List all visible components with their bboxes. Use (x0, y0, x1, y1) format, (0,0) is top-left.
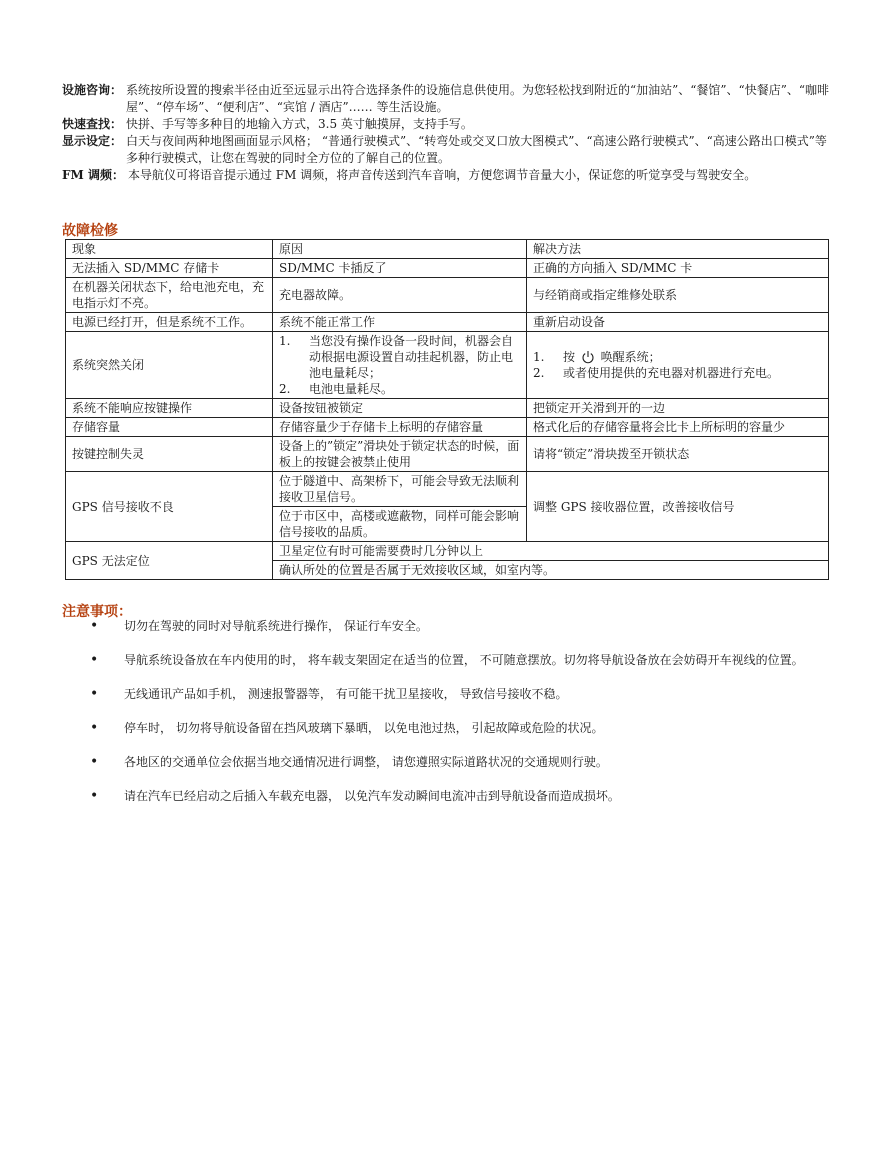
bullet: • (90, 754, 99, 770)
list-number: 1. (279, 334, 291, 348)
feature-term: FM 调频： (62, 168, 124, 182)
table-row (66, 437, 829, 472)
cause-cell: 设备上的”锁定”滑块处于锁定状态的时候，面板上的按键会被禁止使用 (273, 437, 527, 472)
cause-list (279, 333, 520, 397)
table-header-row (66, 240, 829, 259)
solution-list (533, 349, 822, 381)
cause-cell (273, 332, 527, 399)
troubleshooting-title: 故障检修 (62, 223, 118, 239)
solution-cell: 正确的方向插入 SD/MMC 卡 (527, 259, 829, 278)
bullet: • (90, 788, 99, 804)
cause-cell: 确认所处的位置是否属于无效接收区域，如室内等。 (273, 561, 829, 580)
note-text: 各地区的交通单位会依据当地交通情况进行调整， 请您遵照实际道路状况的交通规则行驶。 (124, 755, 608, 769)
list-item (533, 349, 822, 365)
bullet: • (90, 652, 99, 668)
table-row (66, 259, 829, 278)
cause-cell: 存储容量少于存储卡上标明的存储容量 (273, 418, 527, 437)
list-item (279, 333, 520, 381)
solution-cell (527, 332, 829, 399)
list-item (90, 784, 835, 809)
cause-cell: 位于市区中，高楼或遮蔽物，同样可能会影响信号接收的品质。 (273, 507, 527, 542)
note-text: 无线通讯产品如手机， 测速报警器等， 有可能干扰卫星接收， 导致信号接收不稳。 (124, 687, 568, 701)
symptom-cell: GPS 无法定位 (66, 542, 273, 580)
cause-cell: 卫星定位有时可能需要费时几分钟以上 (273, 542, 829, 561)
list-item (90, 648, 835, 673)
cause-cell: 系统不能正常工作 (273, 313, 527, 332)
table-row (66, 472, 829, 507)
symptom-cell: 按键控制失灵 (66, 437, 273, 472)
cause-cell: 充电器故障。 (273, 278, 527, 313)
header-solution: 解决方法 (527, 240, 829, 259)
symptom-cell: GPS 信号接收不良 (66, 472, 273, 542)
feature-desc: 系统按所设置的搜索半径由近至远显示出符合选择条件的设施信息供使用。为您轻松找到附近的“加油站”、“餐馆”、“快餐店”、“咖啡屋”、“停车场”、“便利店”、“宾馆 / 酒店”…… 等生活设施。 (126, 83, 829, 114)
table-row (66, 332, 829, 399)
symptom-cell: 电源已经打开，但是系统不工作。 (66, 313, 273, 332)
list-text: 当您没有操作设备一段时间，机器会自动根据电源设置自动挂起机器，防止电池电量耗尽； (309, 334, 514, 380)
cause-cell: 位于隧道中、高架桥下，可能会导致无法顺利接收卫星信号。 (273, 472, 527, 507)
symptom-cell: 存储容量 (66, 418, 273, 437)
solution-cell: 与经销商或指定维修处联系 (527, 278, 829, 313)
list-number: 2. (279, 382, 291, 396)
feature-quick-search (62, 116, 834, 133)
list-item (90, 682, 835, 707)
list-item (90, 716, 835, 741)
list-text: 或者使用提供的充电器对机器进行充电。 (563, 366, 780, 380)
header-symptom: 现象 (66, 240, 273, 259)
solution-cell: 调整 GPS 接收器位置，改善接收信号 (527, 472, 829, 542)
solution-cell: 重新启动设备 (527, 313, 829, 332)
note-text: 请在汽车已经启动之后插入车载充电器， 以免汽车发动瞬间电流冲击到导航设备而造成损坏。 (124, 789, 620, 803)
table-row (66, 542, 829, 561)
bullet: • (90, 618, 99, 634)
list-item (279, 381, 520, 397)
feature-display-settings (62, 133, 834, 167)
symptom-cell: 无法插入 SD/MMC 存储卡 (66, 259, 273, 278)
feature-term: 设施咨询： (62, 83, 123, 97)
list-text: 电池电量耗尽。 (309, 382, 394, 396)
symptom-cell: 系统突然关闭 (66, 332, 273, 399)
header-cause: 原因 (273, 240, 527, 259)
solution-cell: 把锁定开关滑到开的一边 (527, 399, 829, 418)
feature-poi-query (62, 82, 834, 116)
feature-desc: 快拼、手写等多种目的地输入方式，3.5 英寸触摸屏，支持手写。 (126, 117, 473, 131)
note-text: 停车时， 切勿将导航设备留在挡风玻璃下暴晒， 以免电池过热， 引起故障或危险的状况。 (124, 721, 604, 735)
feature-desc: 本导航仪可将语音提示通过 FM 调频，将声音传送到汽车音响，方便您调节音量大小，保证您的听觉享受与驾驶安全。 (127, 168, 757, 182)
feature-list (62, 82, 834, 184)
cause-cell: SD/MMC 卡插反了 (273, 259, 527, 278)
list-number: 2. (533, 366, 545, 380)
solution-cell: 请将“锁定”滑块拨至开锁状态 (527, 437, 829, 472)
table-row (66, 278, 829, 313)
symptom-cell: 在机器关闭状态下，给电池充电，充电指示灯不亮。 (66, 278, 273, 313)
notes-title: 注意事项： (62, 604, 132, 620)
table-row (66, 313, 829, 332)
press-label: 按 (563, 350, 576, 364)
bullet: • (90, 686, 99, 702)
cause-cell: 设备按钮被锁定 (273, 399, 527, 418)
feature-fm (62, 167, 834, 184)
table-row (66, 399, 829, 418)
note-text: 导航系统设备放在车内使用的时， 将车载支架固定在适当的位置， 不可随意摆放。切勿将导航设备放在会妨碍开车视线的位置。 (124, 653, 804, 667)
solution-cell: 格式化后的存储容量将会比卡上所标明的容量少 (527, 418, 829, 437)
power-icon (581, 350, 595, 364)
notes-list (90, 614, 835, 818)
feature-term: 快速查找： (62, 117, 123, 131)
bullet: • (90, 720, 99, 736)
note-text: 切勿在驾驶的同时对导航系统进行操作， 保证行车安全。 (124, 619, 428, 633)
list-item (533, 365, 822, 381)
symptom-cell: 系统不能响应按键操作 (66, 399, 273, 418)
feature-term: 显示设定： (62, 134, 123, 148)
list-number: 1. (533, 350, 545, 364)
list-text (563, 349, 822, 365)
troubleshooting-table (65, 239, 829, 580)
wake-label: 唤醒系统； (600, 350, 661, 364)
table-row (66, 418, 829, 437)
list-item (90, 614, 835, 639)
feature-desc: 白天与夜间两种地图画面显示风格； “普通行驶模式”、“转弯处或交叉口放大图模式”、“高速公路行驶模式”、“高速公路出口模式”等多种行驶模式，让您在驾驶的同时全方位的了解自己的位置。 (126, 134, 827, 165)
list-item (90, 750, 835, 775)
